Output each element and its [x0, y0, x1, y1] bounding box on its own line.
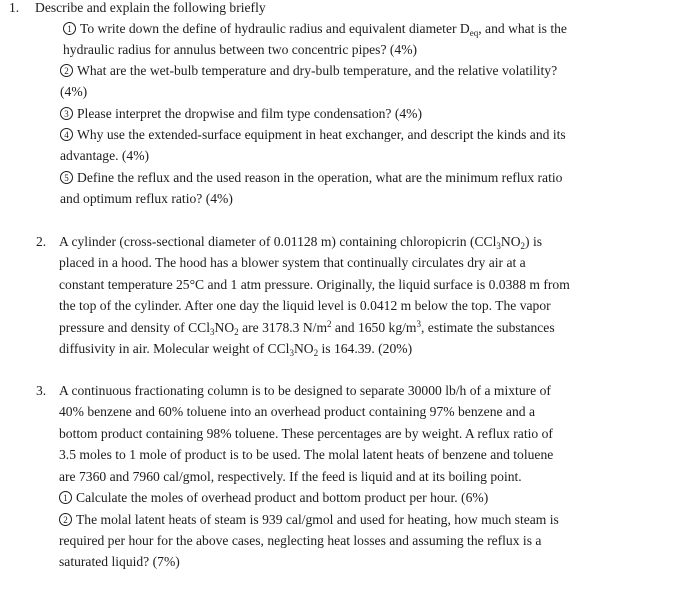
q2-line-3: constant temperature 25°C and 1 atm pressure. Originally, the liquid surface is 0.0388 m from	[59, 277, 570, 292]
q3-line-5: are 7360 and 7960 cal/gmol, respectively. If the feed is liquid and at its boiling point.	[59, 469, 522, 484]
question-2-number: 2.	[36, 234, 47, 249]
q3-item-2-line-1: 2 The molal latent heats of steam is 939 cal/gmol and used for heating, how much steam is	[59, 512, 559, 528]
q2-line-6: diffusivity in air. Molecular weight of $CCl_3NO_2$ is 164.39. (20%)	[59, 341, 413, 358]
circled-5-marker: 5	[60, 171, 73, 184]
circled-1-marker: 1	[63, 22, 76, 35]
q1-item-1-line-2: hydraulic radius for annulus between two concentric pipes? (4%)	[63, 42, 418, 57]
q2-line-4: the top of the cylinder. After one day the liquid level is 0.0412 m below the top. The vapor	[59, 298, 551, 313]
q2-line-1: A cylinder (cross-sectional diameter of 0.01128 m) containing chloropicrin $(CCl_3NO_2)$ is	[59, 234, 543, 251]
q3-line-1: A continuous fractionating column is to be designed to separate 30000 lb/h of a mixture of	[59, 383, 551, 398]
q3-item-2-line-2: required per hour for the above cases, neglecting heat losses and assuming the reflux is a	[59, 533, 542, 548]
circled-3-marker: 3	[60, 107, 73, 120]
question-1-number: 1.	[9, 0, 20, 15]
q3-line-3: bottom product containing 98% toluene. These percentages are by weight. A reflux ratio of	[59, 426, 553, 441]
q1-item-3-line-1: 3 Please interpret the dropwise and film type condensation? (4%)	[60, 106, 422, 122]
circled-2-marker: 2	[59, 513, 72, 526]
q3-line-4: 3.5 moles to 1 mole of product is to be used. The molal latent heats of benzene and toluene	[59, 447, 554, 462]
q1-item-4-line-1: 4 Why use the extended-surface equipment in heat exchanger, and descript the kinds and its	[60, 127, 566, 143]
q3-item-1-line-1: 1 Calculate the moles of overhead product and bottom product per hour. (6%)	[59, 490, 488, 506]
question-3-number: 3.	[36, 383, 47, 398]
circled-2-marker: 2	[60, 64, 73, 77]
q2-line-5: pressure and density of $CCl_3NO_2$ are 3178.3 $N/m^2$ and 1650 $kg/m^3$, estimate the substances	[59, 319, 555, 337]
q1-item-1-line-1: 1 To write down the define of hydraulic radius and equivalent diameter $D_{eq}$, and what is the	[63, 21, 567, 37]
q1-item-5-line-1: 5 Define the reflux and the used reason in the operation, what are the minimum reflux ratio	[60, 170, 562, 186]
q1-item-2-line-2: (4%)	[60, 84, 88, 99]
q2-line-2: placed in a hood. The hood has a blower system that continually circulates dry air at a	[59, 255, 526, 270]
q3-item-2-line-3: saturated liquid? (7%)	[59, 554, 180, 569]
q1-item-4-line-2: advantage. (4%)	[60, 148, 150, 163]
circled-1-marker: 1	[59, 491, 72, 504]
question-1-title: Describe and explain the following briefly	[35, 0, 266, 15]
q1-item-2-line-1: 2 What are the wet-bulb temperature and dry-bulb temperature, and the relative volatility?	[60, 63, 557, 79]
circled-4-marker: 4	[60, 128, 73, 141]
q1-item-5-line-2: and optimum reflux ratio? (4%)	[60, 191, 233, 206]
q3-line-2: 40% benzene and 60% toluene into an overhead product containing 97% benzene and a	[59, 404, 535, 419]
